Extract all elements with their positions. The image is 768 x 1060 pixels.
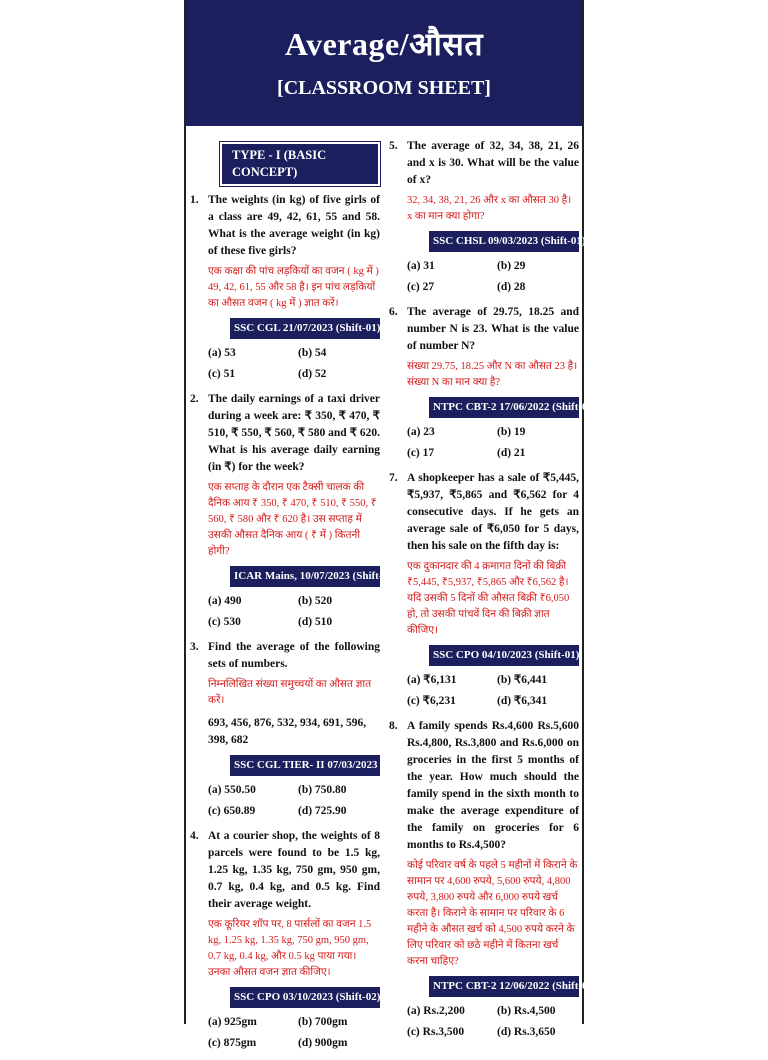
question-text-en: The average of 32, 34, 38, 21, 26 and x is 30. What will be the value of x? xyxy=(407,140,579,186)
question-6 xyxy=(389,304,579,391)
option-d: (d) 900gm xyxy=(298,1037,348,1049)
exam-tag: NTPC CBT-2 12/06/2022 (Shift-01) xyxy=(429,976,579,997)
option-b: (b) 29 xyxy=(497,260,526,272)
option-d: (d) 510 xyxy=(298,616,333,628)
question-2 xyxy=(190,391,380,560)
question-1 xyxy=(190,192,380,312)
question-text-en: A shopkeeper has a sale of ₹5,445, ₹5,937, ₹5,865 and ₹6,562 for 4 consecutive days. If he gets an average sale of ₹6,050 for 5 days, then his sale on the fifth day is: xyxy=(407,472,579,552)
options xyxy=(208,1014,380,1052)
option-b: (b) ₹6,441 xyxy=(497,674,548,686)
question-text-en: Find the average of the following sets of numbers. xyxy=(208,641,380,670)
exam-tag: NTPC CBT-2 17/06/2022 (Shift-01) xyxy=(429,397,579,418)
option-d: (d) 21 xyxy=(497,447,526,459)
option-b: (b) 54 xyxy=(298,347,327,359)
options xyxy=(407,424,579,462)
exam-tag: SSC CPO 03/10/2023 (Shift-02) xyxy=(230,987,380,1008)
question-text-en: The average of 29.75, 18.25 and number N is 23. What is the value of number N? xyxy=(407,306,579,352)
question-number: 4. xyxy=(190,830,199,842)
classroom-sheet xyxy=(184,0,597,1049)
question-number: 2. xyxy=(190,393,199,405)
option-d: (d) 28 xyxy=(497,281,526,293)
title-banner xyxy=(186,0,582,126)
exam-tag: SSC CPO 04/10/2023 (Shift-01) xyxy=(429,645,579,666)
options xyxy=(208,782,380,820)
option-c: (c) 530 xyxy=(208,616,241,628)
left-column xyxy=(190,138,392,1060)
option-b: (b) 750.80 xyxy=(298,784,347,796)
option-a: (a) 23 xyxy=(407,426,435,438)
option-d: (d) Rs.3,650 xyxy=(497,1026,556,1038)
number-set: 693, 456, 876, 532, 934, 691, 596, 398, 682 xyxy=(208,717,367,746)
question-text-en: The weights (in kg) of five girls of a class are 49, 42, 61, 55 and 58. What is the average weight (in kg) of these five girls? xyxy=(208,194,380,257)
option-a: (a) ₹6,131 xyxy=(407,674,457,686)
page-subtitle: [CLASSROOM SHEET] xyxy=(277,77,491,99)
question-text-hi: निम्नलिखित संख्या समुच्चयों का औसत ज्ञात करें। xyxy=(208,679,372,706)
question-number: 5. xyxy=(389,140,398,152)
option-b: (b) 520 xyxy=(298,595,333,607)
option-a: (a) Rs.2,200 xyxy=(407,1005,465,1017)
question-text-hi: एक दुकानदार की 4 क्रमागत दिनों की बिक्री ₹5,445, ₹5,937, ₹5,865 और ₹6,562 है। यदि उसकी 5 दिनों की औसत बिक्री ₹6,050 हो, तो उसकी पांचवें दिन की बिक्री ज्ञात कीजिए। xyxy=(407,561,570,636)
exam-tag: SSC CGL 21/07/2023 (Shift-01) xyxy=(230,318,380,339)
page-title: Average/औसत xyxy=(284,26,484,62)
question-text-hi: 32, 34, 38, 21, 26 और x का औसत 30 है। x का मान क्या होगा? xyxy=(407,195,572,222)
options xyxy=(208,593,380,631)
option-d: (d) 52 xyxy=(298,368,327,380)
options xyxy=(407,672,579,710)
options xyxy=(407,1003,579,1041)
question-3 xyxy=(190,639,380,749)
question-text-en: At a courier shop, the weights of 8 parcels were found to be 1.5 kg, 1.25 kg, 1.35 kg, 750 gm, 950 gm, 0.7 kg, 0.4 kg, and 0.5 kg. Find their average weight. xyxy=(208,830,380,910)
options xyxy=(208,345,380,383)
option-a: (a) 550.50 xyxy=(208,784,256,796)
option-b: (b) Rs.4,500 xyxy=(497,1005,556,1017)
option-c: (c) 51 xyxy=(208,368,236,380)
type-label: TYPE - I (BASIC CONCEPT) xyxy=(220,142,380,186)
exam-tag: SSC CGL TIER- II 07/03/2023 xyxy=(230,755,380,776)
question-number: 7. xyxy=(389,472,398,484)
option-b: (b) 19 xyxy=(497,426,526,438)
question-8 xyxy=(389,718,579,970)
option-c: (c) ₹6,231 xyxy=(407,695,456,707)
question-4 xyxy=(190,828,380,981)
option-a: (a) 925gm xyxy=(208,1016,257,1028)
question-text-en: The daily earnings of a taxi driver during a week are: ₹ 350, ₹ 470, ₹ 510, ₹ 550, ₹ 560, ₹ 580 and ₹ 620. What is his average daily earning (in ₹) for the week? xyxy=(208,393,380,473)
right-column xyxy=(389,138,597,1049)
question-5 xyxy=(389,138,579,225)
exam-tag: ICAR Mains, 10/07/2023 (Shift-2) xyxy=(230,566,380,587)
question-number: 6. xyxy=(389,306,398,318)
question-text-hi: एक सप्ताह के दौरान एक टैक्सी चालक की दैनिक आय ₹ 350, ₹ 470, ₹ 510, ₹ 550, ₹ 560, ₹ 580 और ₹ 620 है। उस सप्ताह में उसकी औसत दैनिक आय ( ₹ में ) कितनी होगी? xyxy=(208,482,377,557)
option-d: (d) 725.90 xyxy=(298,805,347,817)
option-c: (c) 875gm xyxy=(208,1037,257,1049)
question-number: 8. xyxy=(389,720,398,732)
option-c: (c) 650.89 xyxy=(208,805,256,817)
option-c: (c) 17 xyxy=(407,447,435,459)
question-text-hi: एक कूरियर शॉप पर, 8 पार्सलों का वजन 1.5 kg, 1.25 kg, 1.35 kg, 750 gm, 950 gm, 0.7 kg, 0.4 kg, और 0.5 kg पाया गया। उनका औसत वजन ज्ञात कीजिए। xyxy=(208,919,372,978)
option-a: (a) 31 xyxy=(407,260,435,272)
option-c: (c) 27 xyxy=(407,281,435,293)
exam-tag: SSC CHSL 09/03/2023 (Shift-01) xyxy=(429,231,579,252)
question-number: 1. xyxy=(190,194,199,206)
option-c: (c) Rs.3,500 xyxy=(407,1026,465,1038)
option-d: (d) ₹6,341 xyxy=(497,695,548,707)
question-text-en: A family spends Rs.4,600 Rs.5,600 Rs.4,800, Rs.3,800 and Rs.6,000 on groceries in the first 5 months of the year. How much should the family spend in the sixth month to make the average expenditure of the family on groceries for 6 months to Rs.4,500? xyxy=(407,720,579,851)
question-text-hi: कोई परिवार वर्ष के पहले 5 महीनों में किराने के सामान पर 4,600 रुपये, 5,600 रुपये, 4,800 रुपये, 3,800 रुपये और 6,000 रुपये खर्च करता है। किराने के सामान पर परिवार के 6 महीने के औसत खर्च को 4,500 रुपये करने के लिए परिवार को छठे महीने में कितना खर्च करना चाहिए? xyxy=(407,860,578,967)
question-number: 3. xyxy=(190,641,199,653)
option-a: (a) 53 xyxy=(208,347,236,359)
question-text-hi: संख्या 29.75, 18.25 और N का औसत 23 है। संख्या N का मान क्या है? xyxy=(407,361,578,388)
option-a: (a) 490 xyxy=(208,595,242,607)
option-b: (b) 700gm xyxy=(298,1016,348,1028)
options xyxy=(407,258,579,296)
question-7 xyxy=(389,470,579,639)
question-text-hi: एक कक्षा की पांच लड़कियों का वजन ( kg में ) 49, 42, 61, 55 और 58 है। इन पांच लड़कियों का औसत वजन ( kg में ) ज्ञात करें। xyxy=(208,266,379,309)
